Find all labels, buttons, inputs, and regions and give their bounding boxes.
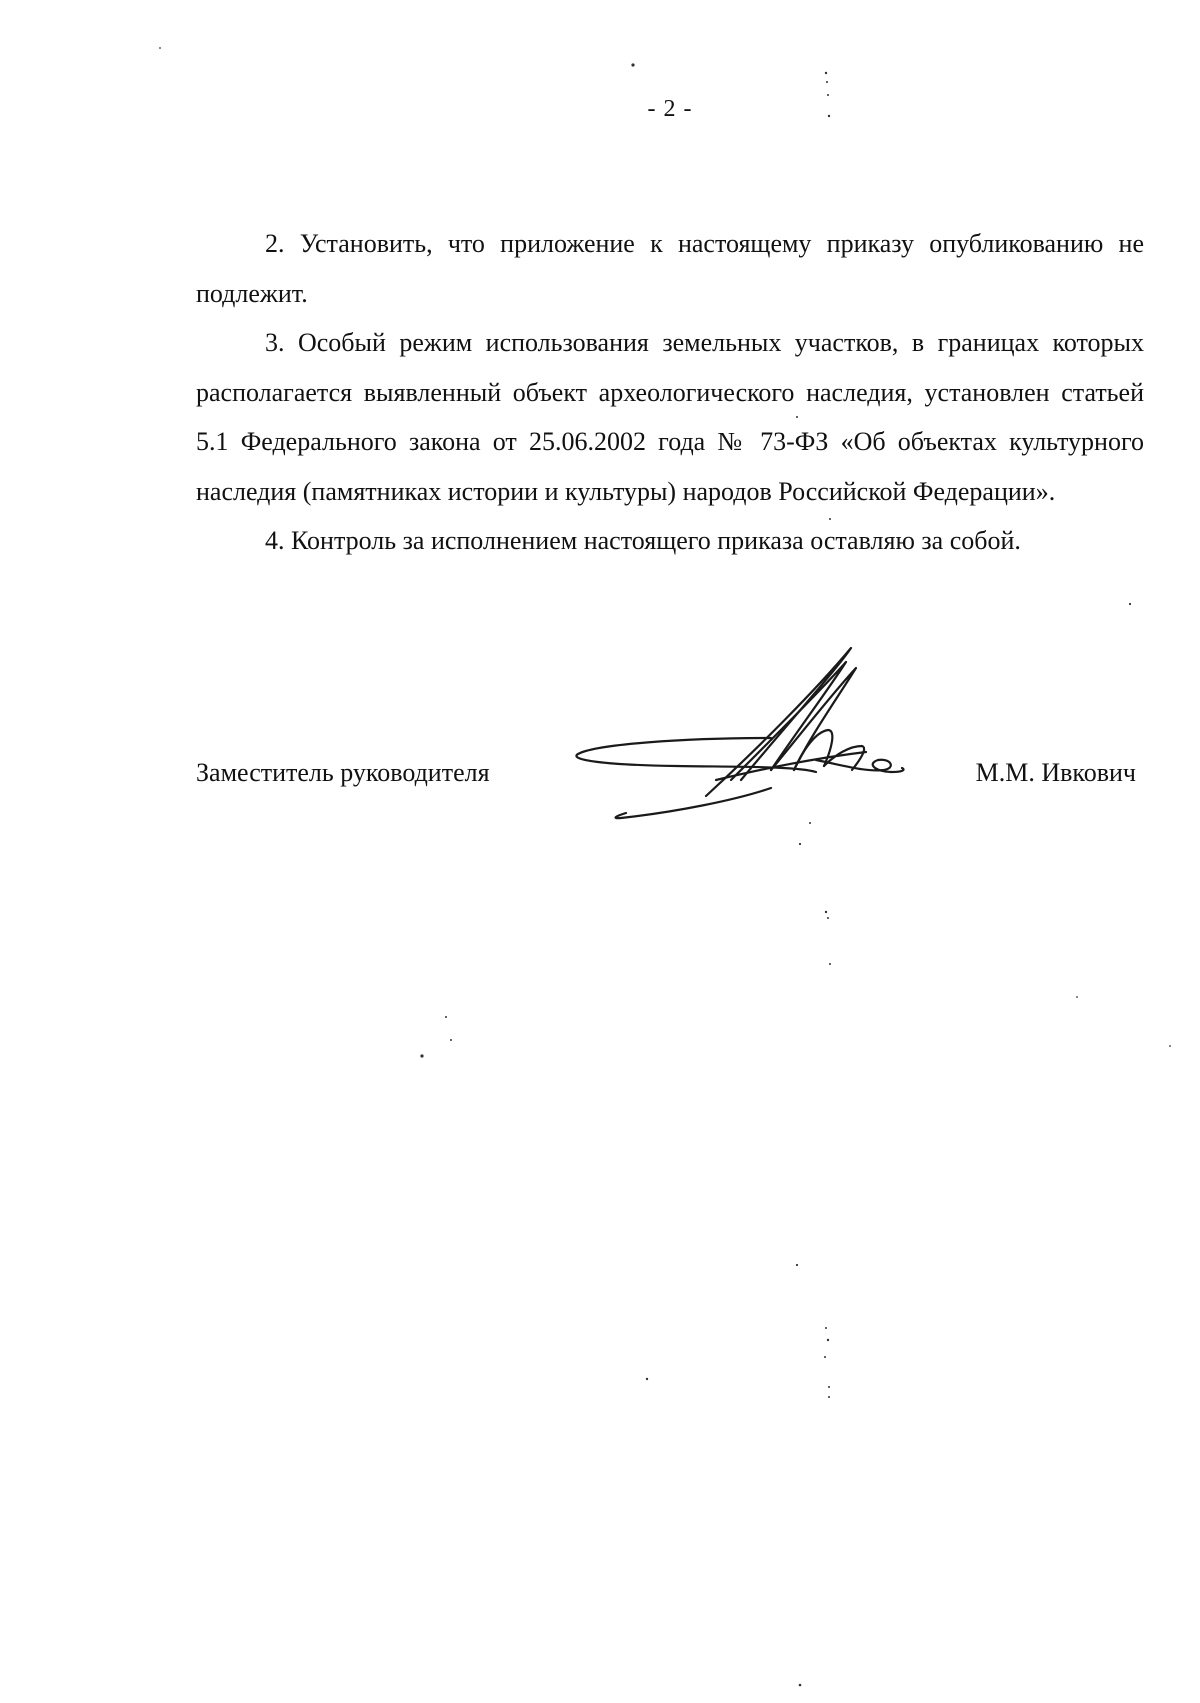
signature-block (196, 740, 1136, 830)
signatory-name: М.М. Ивкович (975, 758, 1136, 787)
paragraph-item-2: 2. Установить, что приложение к настоящему приказу опубликованию не подлежит. (196, 229, 1144, 308)
paragraph-item-4: 4. Контроль за исполнением настоящего приказа оставляю за собой. (265, 526, 1021, 555)
page-number: - 2 - (647, 96, 693, 122)
paragraph-item-3: 3. Особый режим использования земельных участков, в границах которых располагается выявленный объект археологического наследия, установлен статьей 5.1 Федерального закона от 25.06.2002 года № 73-ФЗ «Об объектах культурного наследия (памятниках истории и культуры) народов Российской Федерации». (196, 328, 1144, 506)
signatory-position: Заместитель руководителя (196, 758, 490, 787)
handwritten-signature (566, 620, 926, 870)
document-body (196, 219, 1144, 566)
